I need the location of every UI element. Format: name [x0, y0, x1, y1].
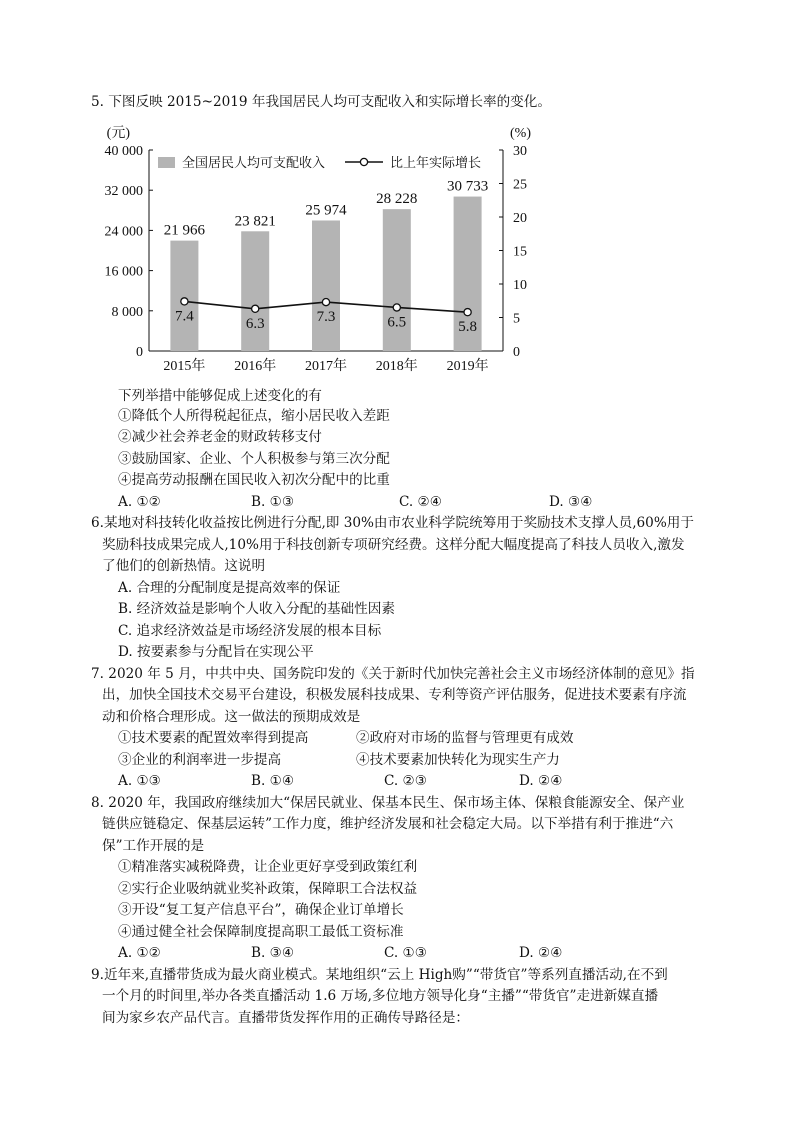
- growth-point-label: 6.3: [245, 315, 265, 332]
- left-axis-unit: (元): [106, 126, 130, 141]
- q8-item-4: ④通过健全社会保障制度提高职工最低工资标准: [118, 924, 404, 940]
- q8-item-3: ③开设“复工复产信息平台”，确保企业订单增长: [118, 902, 404, 918]
- q5-item-1: ①降低个人所得税起征点，缩小居民收入差距: [118, 408, 390, 424]
- q8-option-b: B. ③④: [251, 945, 295, 961]
- income-bar-label: 25 974: [305, 202, 347, 219]
- left-tick-label: 24 000: [104, 224, 143, 240]
- right-axis-unit: (%): [510, 126, 531, 141]
- q8-item-1: ①精准落实减税降费，让企业更好享受到政策红利: [118, 859, 418, 875]
- income-bar: [170, 241, 198, 351]
- category-label: 2017年: [305, 359, 347, 374]
- income-bar-label: 23 821: [234, 213, 276, 230]
- q7-line-3: 动和价格合理形成。这一做法的预期成效是: [102, 709, 361, 725]
- left-tick-label: 8 000: [111, 304, 143, 320]
- q5-option-d: D. ③④: [549, 494, 593, 510]
- q7-option-b: B. ①④: [251, 773, 295, 789]
- q7-item-2: ②政府对市场的监督与管理更有成效: [356, 730, 574, 746]
- income-bar: [312, 220, 340, 351]
- growth-point: [322, 298, 329, 305]
- left-tick-label: 40 000: [104, 144, 143, 159]
- q8-line-3: 保”工作开展的是: [102, 838, 205, 854]
- q8-line-1: 8. 2020 年，我国政府继续加大“保居民就业、保基本民生、保市场主体、保粮食能源安全、保产业: [91, 795, 685, 811]
- q7-item-3: ③企业的利润率进一步提高: [118, 752, 282, 768]
- growth-point: [393, 304, 400, 311]
- legend-line-label: 比上年实际增长: [390, 156, 482, 171]
- category-label: 2018年: [375, 359, 418, 374]
- q7-line-2: 出，加快全国技术交易平台建设，积极发展科技成果、专利等资产评估服务，促进技术要素有序流: [102, 687, 687, 703]
- income-bar-label: 28 228: [376, 191, 418, 208]
- q9-line-1: 9.近年来,直播带货成为最火商业模式。某地组织“云上 High购”“带货官”等系列直播活动,在不到: [91, 967, 668, 983]
- growth-point: [252, 305, 259, 312]
- growth-point: [181, 298, 188, 305]
- income-growth-chart: [0, 0, 794, 380]
- q6-option-d: D. 按要素参与分配旨在实现公平: [118, 644, 314, 660]
- right-tick-label: 5: [513, 311, 520, 327]
- q5-option-a: A. ①②: [118, 494, 161, 510]
- q6-option-c: C. 追求经济效益是市场经济发展的根本目标: [118, 623, 382, 639]
- q6-line-2: 奖励科技成果完成人,10%用于科技创新专项研究经费。这样分配大幅度提高了科技人员收入,激发: [102, 537, 685, 553]
- right-tick-label: 20: [513, 211, 527, 226]
- q6-line-3: 了他们的创新热情。这说明: [102, 558, 266, 574]
- growth-point: [464, 309, 471, 316]
- q8-option-a: A. ①②: [118, 945, 161, 961]
- q5-item-3: ③鼓励国家、企业、个人积极参与第三次分配: [118, 451, 390, 467]
- growth-point-label: 7.4: [175, 308, 194, 325]
- q6-option-b: B. 经济效益是影响个人收入分配的基础性因素: [118, 601, 395, 617]
- income-bar: [241, 231, 269, 351]
- income-bar-label: 30 733: [446, 178, 489, 195]
- right-tick-label: 0: [513, 345, 520, 360]
- legend-bar-label: 全国居民人均可支配收入: [182, 156, 326, 171]
- growth-point-label: 5.8: [458, 319, 477, 336]
- right-tick-label: 10: [513, 278, 527, 293]
- left-tick-label: 0: [136, 345, 143, 360]
- q8-line-2: 链供应链稳定、保基层运转”工作力度，维护经济发展和社会稳定大局。以下举措有利于推进“六: [102, 816, 674, 832]
- q7-item-1: ①技术要素的配置效率得到提高: [118, 730, 309, 746]
- growth-point-label: 6.5: [387, 314, 407, 331]
- q5-item-4: ④提高劳动报酬在国民收入初次分配中的比重: [118, 472, 390, 488]
- category-label: 2016年: [234, 359, 277, 374]
- q7-line-1: 7. 2020 年 5 月，中共中央、国务院印发的《关于新时代加快完善社会主义市场经济体制的意见》指: [91, 666, 695, 682]
- q5-option-b: B. ①③: [251, 494, 295, 510]
- category-label: 2019年: [446, 359, 489, 374]
- q8-item-2: ②实行企业吸纳就业奖补政策，保障职工合法权益: [118, 881, 418, 897]
- income-bar-label: 21 966: [163, 222, 206, 239]
- q7-option-c: C. ②③: [384, 773, 427, 789]
- q6-line-1: 6.某地对科技转化收益按比例进行分配,即 30%由市农业科学院统筹用于奖励技术支撑人员,60%用于: [91, 515, 694, 531]
- category-label: 2015年: [163, 359, 206, 374]
- growth-point-label: 7.3: [316, 309, 336, 326]
- left-tick-label: 16 000: [104, 264, 143, 280]
- right-tick-label: 30: [513, 144, 527, 159]
- legend-bar-swatch: [158, 157, 175, 168]
- q5-prompt: 下列举措中能够促成上述变化的有: [118, 388, 322, 404]
- q7-option-a: A. ①③: [118, 773, 161, 789]
- right-tick-label: 25: [513, 177, 527, 193]
- q5-stem: 5. 下图反映 2015~2019 年我国居民人均可支配收入和实际增长率的变化。: [91, 94, 551, 110]
- q8-option-c: C. ①③: [384, 945, 427, 961]
- chart-legend: [158, 155, 481, 171]
- q6-option-a: A. 合理的分配制度是提高效率的保证: [118, 580, 341, 596]
- right-tick-label: 15: [513, 244, 527, 260]
- q7-item-4: ④技术要素加快转化为现实生产力: [356, 752, 560, 768]
- q7-option-d: D. ②④: [519, 773, 563, 789]
- q5-item-2: ②减少社会养老金的财政转移支付: [118, 429, 322, 445]
- q9-line-3: 间为家乡农产品代言。直播带货发挥作用的正确传导路径是：: [102, 1010, 470, 1026]
- q8-option-d: D. ②④: [519, 945, 563, 961]
- q5-option-c: C. ②④: [399, 494, 442, 510]
- q9-line-2: 一个月的时间里,举办各类直播活动 1.6 万场,多位地方领导化身“主播”“带货官”走进新媒直播: [102, 988, 659, 1004]
- left-tick-label: 32 000: [104, 184, 143, 200]
- legend-line-marker: [360, 158, 367, 165]
